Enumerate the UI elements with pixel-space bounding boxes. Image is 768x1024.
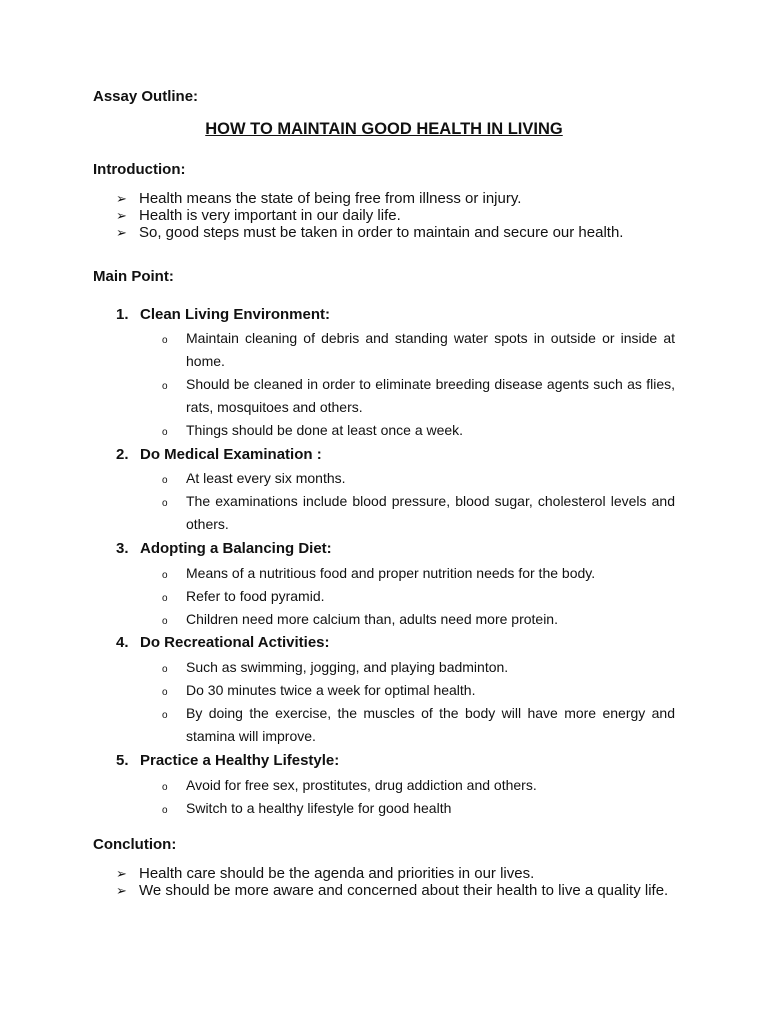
list-item: o Avoid for free sex, prostitutes, drug addiction and others.	[162, 774, 675, 797]
point-title: 1. Clean Living Environment:	[116, 306, 331, 323]
list-item: o The examinations include blood pressure, blood sugar, cholesterol levels and others.	[162, 493, 675, 532]
point-title: 2. Do Medical Examination :	[116, 446, 322, 463]
conclusion-heading: Conclution:	[93, 836, 177, 853]
arrow-bullet-icon: ➢	[116, 225, 127, 240]
circle-bullet-icon: o	[162, 381, 168, 392]
arrow-bullet-icon: ➢	[116, 883, 127, 898]
arrow-bullet-icon: ➢	[116, 191, 127, 206]
introduction-list	[116, 190, 696, 241]
list-item: o Refer to food pyramid.	[162, 585, 675, 608]
arrow-bullet-icon: ➢	[116, 866, 127, 881]
list-item: o Things should be done at least once a week.	[162, 419, 675, 442]
point-4-list	[162, 656, 675, 748]
point-title: 3. Adopting a Balancing Diet:	[116, 540, 332, 557]
list-item: ➢ We should be more aware and concerned about their health to live a quality life.	[116, 882, 669, 899]
list-item: o At least every six months.	[162, 467, 675, 490]
point-2-list	[162, 467, 675, 536]
list-item: o Do 30 minutes twice a week for optimal health.	[162, 679, 675, 702]
circle-bullet-icon: o	[162, 782, 168, 793]
list-item: o Switch to a healthy lifestyle for good health	[162, 797, 675, 820]
list-item: o Should be cleaned in order to eliminate breeding disease agents such as flies, rats, mosquitoes and others.	[162, 376, 675, 415]
circle-bullet-icon: o	[162, 475, 168, 486]
list-item: ➢ So, good steps must be taken in order to maintain and secure our health.	[116, 224, 624, 241]
list-item: ➢ Health is very important in our daily life.	[116, 207, 401, 224]
circle-bullet-icon: o	[162, 570, 168, 581]
arrow-bullet-icon: ➢	[116, 208, 127, 223]
point-3-list	[162, 562, 675, 631]
point-title: 4. Do Recreational Activities:	[116, 634, 330, 651]
point-1-list	[162, 327, 675, 442]
list-item: o By doing the exercise, the muscles of the body will have more energy and stamina will improve.	[162, 705, 675, 744]
conclusion-list	[116, 865, 696, 899]
circle-bullet-icon: o	[162, 498, 168, 509]
introduction-heading: Introduction:	[93, 161, 186, 178]
circle-bullet-icon: o	[162, 335, 168, 346]
list-item: ➢ Health means the state of being free from illness or injury.	[116, 190, 522, 207]
circle-bullet-icon: o	[162, 664, 168, 675]
point-5-list	[162, 774, 675, 820]
circle-bullet-icon: o	[162, 427, 168, 438]
list-item: o Children need more calcium than, adults need more protein.	[162, 608, 675, 631]
list-item: ➢ Health care should be the agenda and priorities in our lives.	[116, 865, 535, 882]
main-point-heading: Main Point:	[93, 268, 174, 285]
document-title: HOW TO MAINTAIN GOOD HEALTH IN LIVING	[205, 120, 563, 138]
list-item: o Maintain cleaning of debris and standing water spots in outside or inside at home.	[162, 330, 675, 369]
circle-bullet-icon: o	[162, 593, 168, 604]
list-item: o Means of a nutritious food and proper nutrition needs for the body.	[162, 562, 675, 585]
point-title: 5. Practice a Healthy Lifestyle:	[116, 752, 340, 769]
list-item: o Such as swimming, jogging, and playing badminton.	[162, 656, 675, 679]
circle-bullet-icon: o	[162, 710, 168, 721]
circle-bullet-icon: o	[162, 616, 168, 627]
outline-label: Assay Outline:	[93, 88, 199, 105]
circle-bullet-icon: o	[162, 687, 168, 698]
circle-bullet-icon: o	[162, 805, 168, 816]
